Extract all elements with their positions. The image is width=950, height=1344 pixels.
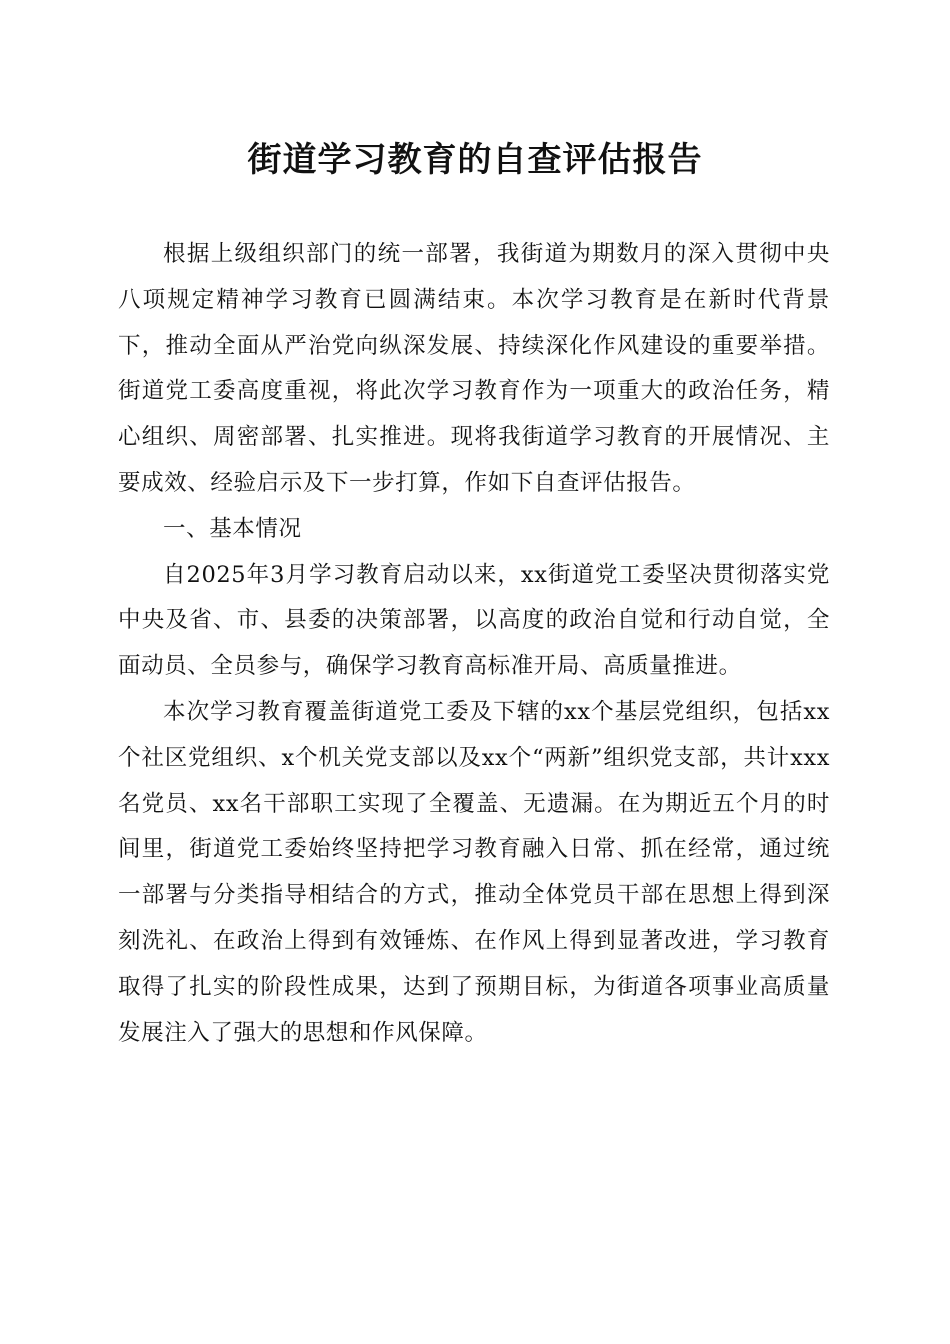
section-heading-basic-situation: 一、基本情况 bbox=[163, 515, 302, 542]
intro-paragraph: 根据上级组织部门的统一部署，我街道为期数月的深入贯彻中央八项规定精神学习教育已圆满结束。本次学习教育是在新时代背景下，推动全面从严治党向纵深发展、持续深化作风建设的重要举措。街道党工委高度重视，将此次学习教育作为一项重大的政治任务，精心组织、周密部署、扎实推进。现将我街道学习教育的开展情况、主要成效、经验启示及下一步打算，作如下自查评估报告。 bbox=[118, 241, 830, 496]
document-title: 街道学习教育的自查评估报告 bbox=[247, 140, 703, 180]
section-1-paragraph-1: 自2025年3月学习教育启动以来，xx街道党工委坚决贯彻落实党中央及省、市、县委的决策部署，以高度的政治自觉和行动自觉，全面动员、全员参与，确保学习教育高标准开局、高质量推进。 bbox=[118, 561, 830, 680]
document-body bbox=[118, 232, 830, 1056]
section-1-paragraph-2: 本次学习教育覆盖街道党工委及下辖的xx个基层党组织，包括xx个社区党组织、x个机关党支部以及xx个“两新”组织党支部，共计xxx名党员、xx名干部职工实现了全覆盖、无遗漏。在为期近五个月的时间里，街道党工委始终坚持把学习教育融入日常、抓在经常，通过统一部署与分类指导相结合的方式，推动全体党员干部在思想上得到深刻洗礼、在政治上得到有效锤炼、在作风上得到显著改进，学习教育取得了扎实的阶段性成果，达到了预期目标，为街道各项事业高质量发展注入了强大的思想和作风保障。 bbox=[118, 698, 830, 1046]
